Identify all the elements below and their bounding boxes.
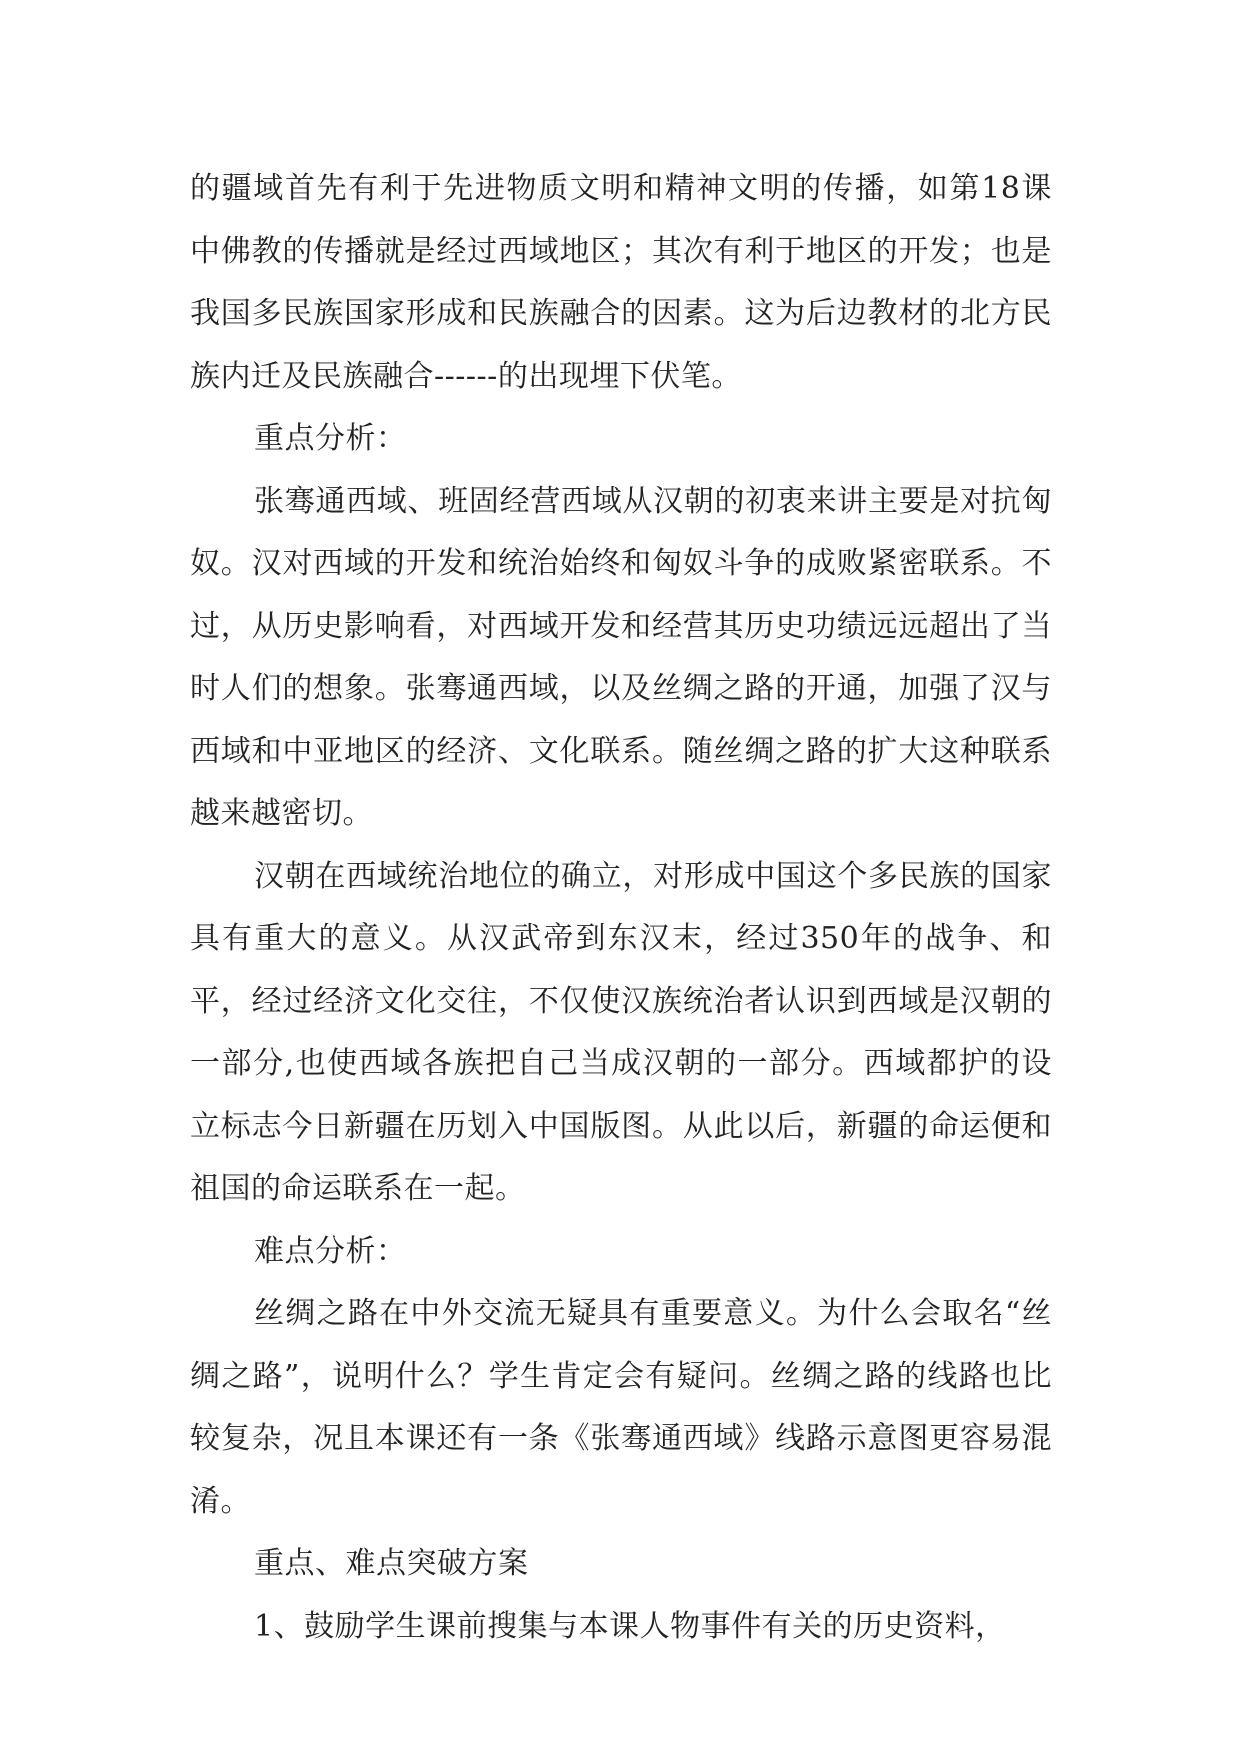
- heading-breakthrough-plan: 重点、难点突破方案: [254, 1546, 529, 1581]
- heading-difficult-points: 难点分析：: [254, 1233, 407, 1269]
- paragraph-continuation: 的疆域首先有利于先进物质文明和精神文明的传播，如第18课中佛教的传播就是经过西域地区；其次有利于地区的开发；也是我国多民族国家形成和民族融合的因素。这为后边教材的北方民族内迁及民族融合------的出现埋下伏笔。: [190, 171, 1052, 394]
- paragraph-han-rule: 汉朝在西域统治地位的确立，对形成中国这个多民族的国家具有重大的意义。从汉武帝到东汉末，经过350年的战争、和平，经过经济文化交往，不仅使汉族统治者认识到西域是汉朝的一部分,也使西域各族把自己当成汉朝的一部分。西域都护的设立标志今日新疆在历划入中国版图。从此以后，新疆的命运便和祖国的命运联系在一起。: [190, 858, 1052, 1206]
- heading-key-points: 重点分析：: [254, 421, 407, 456]
- paragraph-zhang-qian: 张骞通西域、班固经营西域从汉朝的初衷来讲主要是对抗匈奴。汉对西域的开发和统治始终和匈奴斗争的成败紧密联系。不过，从历史影响看，对西域开发和经营其历史功绩远远超出了当时人们的想象。张骞通西域，以及丝绸之路的开通，加强了汉与西域和中亚地区的经济、文化联系。随丝绸之路的扩大这种联系越来越密切。: [190, 483, 1052, 831]
- list-item-1: 1、鼓励学生课前搜集与本课人物事件有关的历史资料，: [254, 1608, 1006, 1644]
- paragraph-silk-road: 丝绸之路在中外交流无疑具有重要意义。为什么会取名“丝绸之路”，说明什么？学生肯定会有疑问。丝绸之路的线路也比较复杂，况且本课还有一条《张骞通西域》线路示意图更容易混淆。: [190, 1296, 1052, 1519]
- document-body: [190, 158, 1052, 1658]
